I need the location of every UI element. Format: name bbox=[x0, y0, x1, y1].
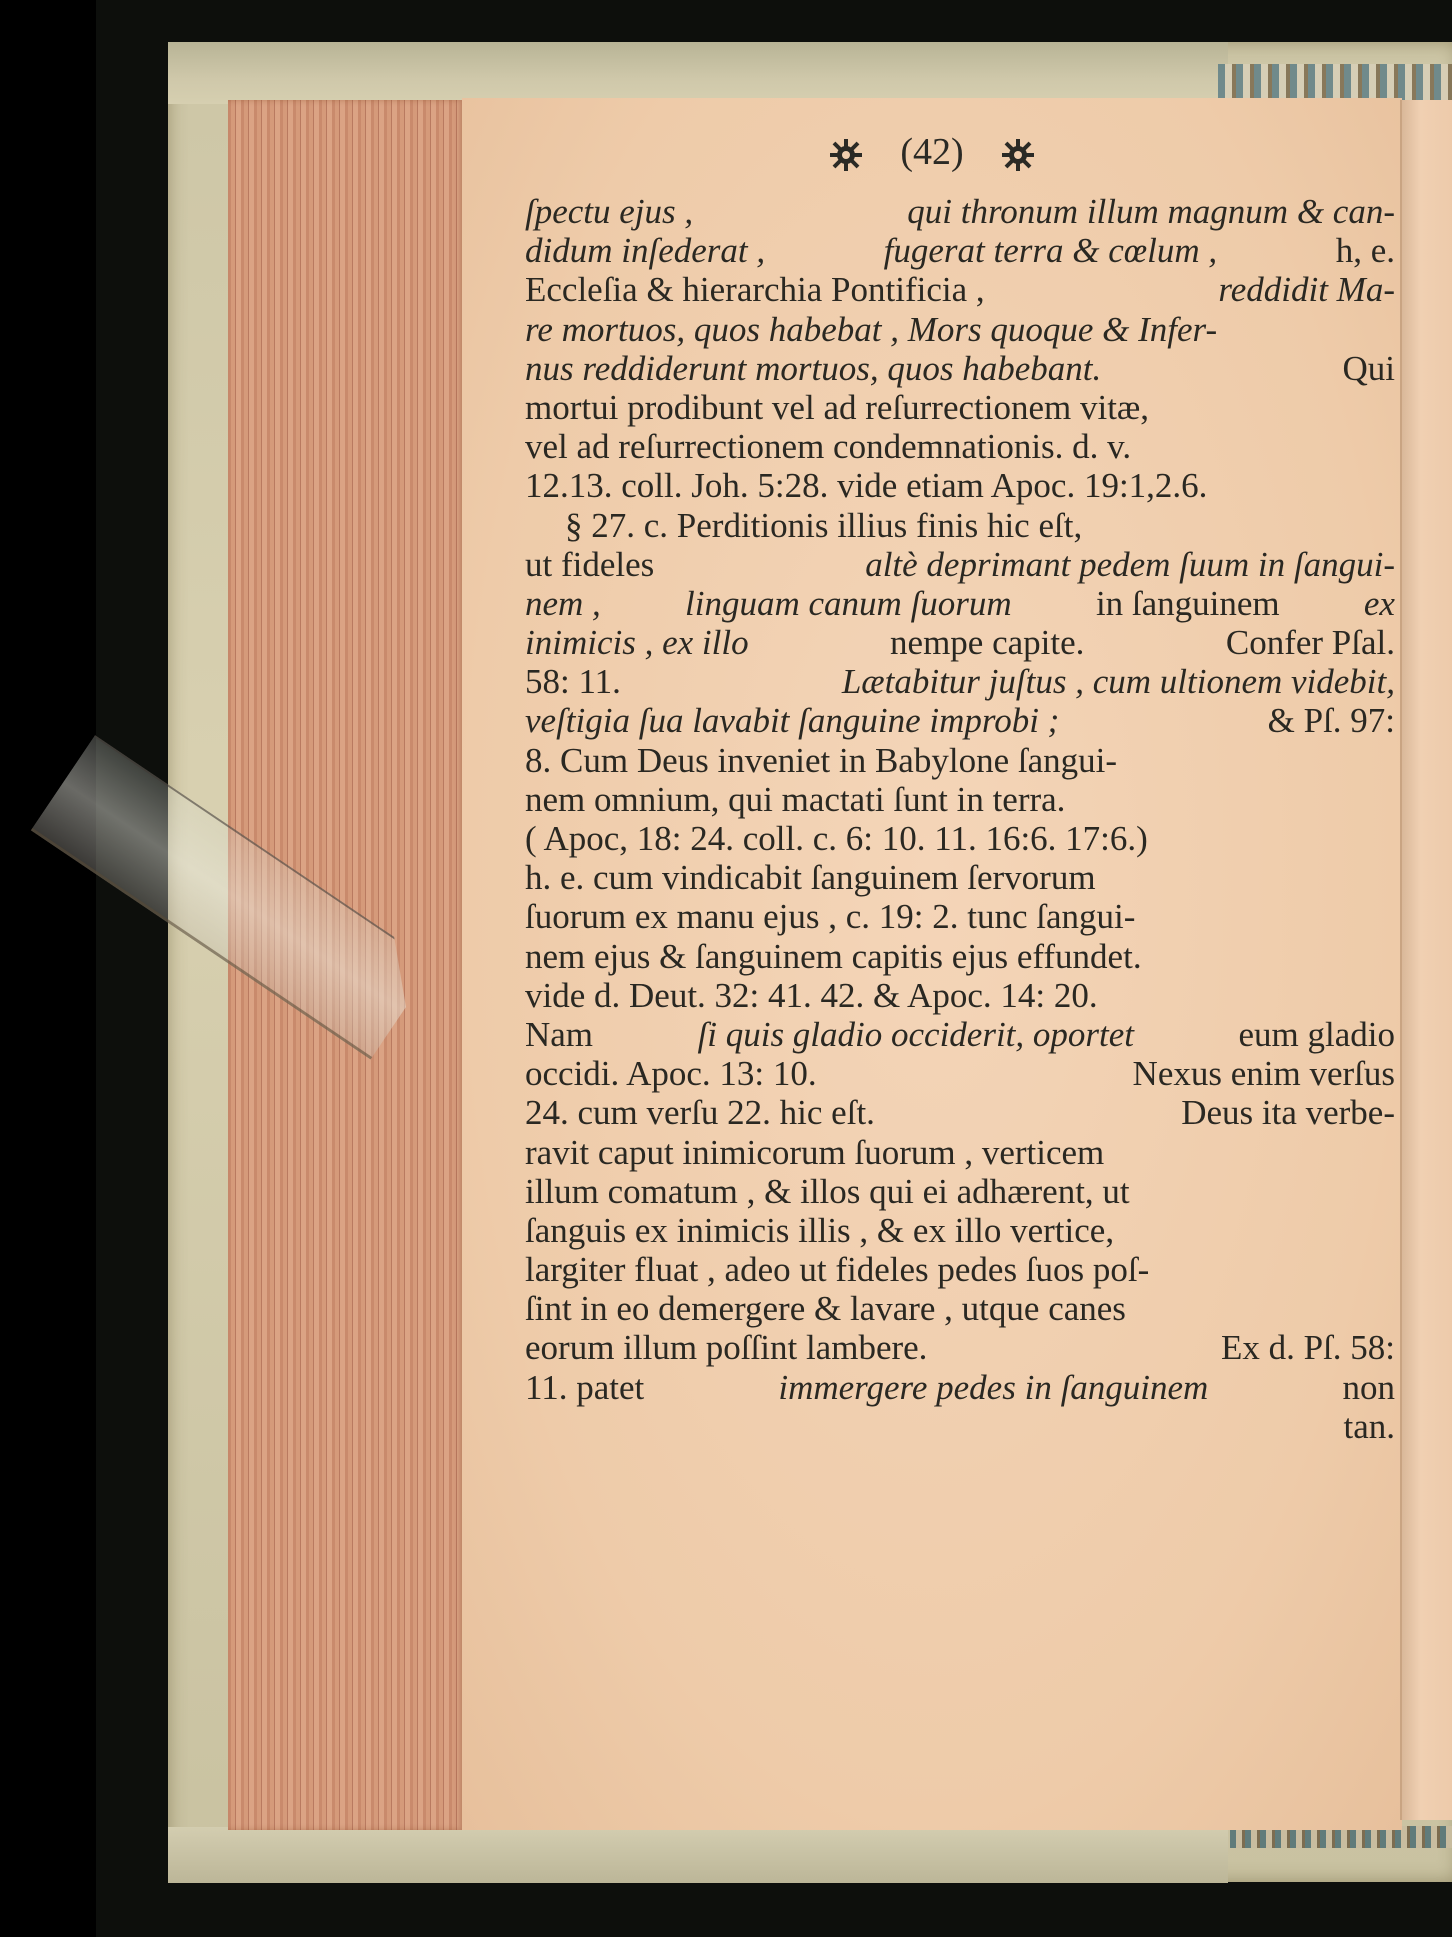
text-line bbox=[525, 506, 1395, 545]
roman-text: mortui prodibunt vel ad reſurrectionem vitæ, bbox=[525, 387, 1150, 427]
text-line bbox=[525, 192, 1395, 231]
italic-text: ſpectu ejus , bbox=[525, 192, 694, 231]
roman-text: nem omnium, qui mactati ſunt in terra. bbox=[525, 779, 1066, 819]
text-line bbox=[525, 858, 1395, 897]
italic-text: re mortuos, quos habebat , Mors quoque & Infer- bbox=[525, 309, 1218, 349]
text-line bbox=[525, 349, 1395, 388]
text-line bbox=[525, 1015, 1395, 1054]
italic-text: altè deprimant pedem ſuum in ſangui- bbox=[865, 544, 1395, 584]
text-line bbox=[525, 427, 1395, 466]
italic-text: fugerat terra & cœlum , bbox=[883, 231, 1218, 271]
roman-text: illum comatum , & illos qui ei adhærent, ut bbox=[525, 1171, 1130, 1211]
roman-text: ſanguis ex inimicis illis , & ex illo vertice, bbox=[525, 1210, 1115, 1250]
italic-text: nus reddiderunt mortuos, quos habebant. bbox=[525, 348, 1102, 388]
text-line bbox=[525, 937, 1395, 976]
roman-text: in ſanguinem bbox=[1095, 583, 1280, 623]
roman-text: Qui bbox=[1342, 348, 1395, 388]
text-line bbox=[525, 1289, 1395, 1328]
italic-text: immergere pedes in ſanguinem bbox=[778, 1367, 1209, 1407]
italic-text: ſi quis gladio occiderit, oportet bbox=[697, 1014, 1135, 1054]
catchword: tan. bbox=[1343, 1406, 1395, 1446]
text-line bbox=[525, 1172, 1395, 1211]
roman-text: Deus ita verbe- bbox=[1181, 1093, 1395, 1133]
text-line bbox=[525, 897, 1395, 936]
italic-text: Lætabitur juſtus , cum ultionem videbit, bbox=[841, 662, 1395, 702]
italic-text: linguam canum ſuorum bbox=[685, 583, 1012, 623]
roman-text: non bbox=[1342, 1367, 1395, 1407]
italic-text: qui thronum illum magnum & can- bbox=[907, 192, 1395, 231]
text-line bbox=[525, 466, 1395, 505]
roman-text: h, e. bbox=[1335, 231, 1395, 271]
text-line bbox=[525, 1250, 1395, 1289]
italic-text: reddidit Ma- bbox=[1218, 270, 1395, 310]
text-line bbox=[525, 1054, 1395, 1093]
text-line bbox=[525, 662, 1395, 701]
headband-top bbox=[1218, 64, 1452, 100]
text-line bbox=[525, 231, 1395, 270]
cover-top-turn-in bbox=[168, 42, 1228, 104]
flower-ornament-icon bbox=[829, 138, 863, 172]
text-line bbox=[525, 701, 1395, 740]
text-line bbox=[525, 819, 1395, 858]
text-line bbox=[525, 780, 1395, 819]
roman-text: 12.13. coll. Joh. 5:28. vide etiam Apoc. 19:1,2.6. bbox=[525, 466, 1208, 506]
roman-text: Confer Pſal. bbox=[1225, 623, 1395, 663]
italic-text: inimicis , ex illo bbox=[525, 623, 749, 663]
roman-text: § 27. c. Perditionis illius finis hic eſt, bbox=[565, 505, 1083, 545]
roman-text: Ex d. Pſ. 58: bbox=[1220, 1328, 1395, 1368]
text-line bbox=[525, 1328, 1395, 1367]
page-number: (42) bbox=[900, 131, 964, 173]
text-line bbox=[525, 1211, 1395, 1250]
roman-text: eorum illum poſſint lambere. bbox=[525, 1328, 928, 1368]
text-line bbox=[525, 584, 1395, 623]
text-line bbox=[525, 1368, 1395, 1407]
roman-text: ut fideles bbox=[525, 544, 655, 584]
roman-text: & Pſ. 97: bbox=[1267, 701, 1395, 741]
text-line bbox=[525, 545, 1395, 584]
roman-text: vel ad reſurrectionem condemnationis. d. v. bbox=[525, 427, 1132, 467]
roman-text: h. e. cum vindicabit ſanguinem ſervorum bbox=[525, 858, 1096, 898]
text-line bbox=[525, 1093, 1395, 1132]
text-line bbox=[525, 976, 1395, 1015]
italic-text: ex bbox=[1363, 583, 1395, 623]
flower-ornament-icon bbox=[1001, 138, 1035, 172]
italic-text: nem , bbox=[525, 583, 601, 623]
roman-text: vide d. Deut. 32: 41. 42. & Apoc. 14: 20. bbox=[525, 975, 1098, 1015]
page-gutter bbox=[1400, 100, 1452, 1820]
page-header bbox=[462, 130, 1402, 174]
roman-text: largiter fluat , adeo ut fideles pedes ſuos poſ- bbox=[525, 1250, 1150, 1290]
roman-text: ſint in eo demergere & lavare , utque canes bbox=[525, 1289, 1126, 1329]
roman-text: ſuorum ex manu ejus , c. 19: 2. tunc ſangui- bbox=[525, 897, 1136, 937]
roman-text: Nam bbox=[525, 1014, 594, 1054]
text-line bbox=[525, 623, 1395, 662]
roman-text: 11. patet bbox=[525, 1367, 645, 1407]
roman-text: nempe capite. bbox=[890, 623, 1085, 663]
roman-text: Eccleſia & hierarchia Pontificia , bbox=[525, 270, 985, 310]
body-text bbox=[525, 192, 1395, 1446]
roman-text: eum gladio bbox=[1238, 1014, 1395, 1054]
text-line bbox=[525, 741, 1395, 780]
roman-text: 58: 11. bbox=[525, 662, 621, 702]
text-line bbox=[525, 310, 1395, 349]
italic-text: veſtigia ſua lavabit ſanguine improbi ; bbox=[525, 701, 1060, 741]
italic-text: didum inſederat , bbox=[525, 231, 766, 271]
text-line bbox=[525, 270, 1395, 309]
text-line bbox=[525, 1133, 1395, 1172]
text-line bbox=[525, 388, 1395, 427]
cover-bottom-turn-in bbox=[168, 1827, 1228, 1883]
roman-text: Nexus enim verſus bbox=[1132, 1054, 1395, 1094]
roman-text: 24. cum verſu 22. hic eſt. bbox=[525, 1093, 875, 1133]
roman-text: ( Apoc, 18: 24. coll. c. 6: 10. 11. 16:6. 17:6.) bbox=[525, 819, 1148, 858]
roman-text: 8. Cum Deus inveniet in Babylone ſangui- bbox=[525, 740, 1117, 780]
catchword-line bbox=[525, 1407, 1395, 1446]
black-border bbox=[0, 0, 96, 1937]
roman-text: occidi. Apoc. 13: 10. bbox=[525, 1054, 817, 1094]
roman-text: nem ejus & ſanguinem capitis ejus effundet. bbox=[525, 936, 1142, 976]
roman-text: ravit caput inimicorum ſuorum , verticem bbox=[525, 1132, 1105, 1172]
